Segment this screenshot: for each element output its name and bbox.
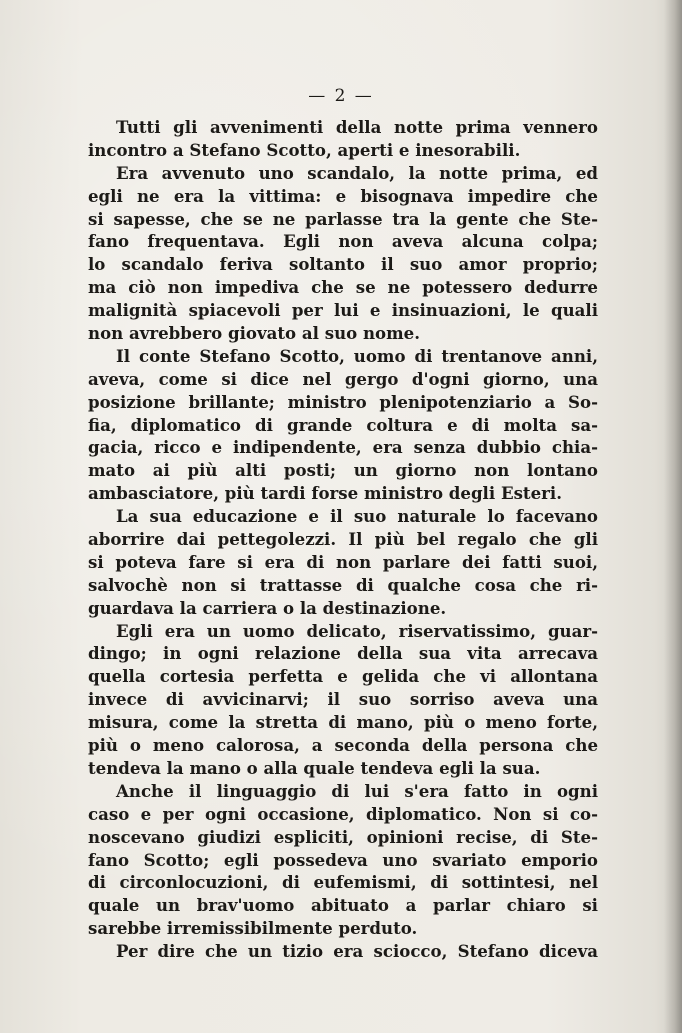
text-line: più o meno calorosa, a seconda della persona che bbox=[88, 735, 598, 756]
text-line: quella cortesia perfetta e gelida che vi allontana bbox=[88, 666, 598, 687]
text-line: ambasciatore, più tardi forse ministro degli Esteri. bbox=[88, 483, 562, 504]
text-line: caso e per ogni occasione, diplomatico. Non si co- bbox=[88, 803, 598, 824]
text-line: noscevano giudizi espliciti, opinioni recise, di Ste- bbox=[88, 826, 598, 847]
page-number: — 2 — bbox=[308, 86, 374, 106]
text-line: egli ne era la vittima: e bisognava impedire che bbox=[88, 185, 598, 206]
text-line: si sapesse, che se ne parlasse tra la gente che Ste- bbox=[88, 208, 598, 229]
text-line: misura, come la stretta di mano, più o meno forte, bbox=[88, 712, 598, 733]
text-line: incontro a Stefano Scotto, aperti e inesorabili. bbox=[88, 139, 521, 160]
text-line: malignità spiacevoli per lui e insinuazioni, le quali bbox=[88, 300, 598, 321]
text-line: quale un brav'uomo abituato a parlar chiaro si bbox=[88, 895, 598, 916]
text-line: sarebbe irremissibilmente perduto. bbox=[88, 918, 418, 939]
text-line: posizione brillante; ministro plenipotenziario a So- bbox=[88, 391, 598, 412]
text-line: gacia, ricco e indipendente, era senza dubbio chia- bbox=[88, 437, 598, 458]
text-line: fia, diplomatico di grande coltura e di molta sa- bbox=[88, 414, 598, 435]
text-line: si poteva fare si era di non parlare dei fatti suoi, bbox=[88, 551, 598, 572]
text-line: guardava la carriera o la destinazione. bbox=[88, 597, 447, 618]
body-text bbox=[88, 116, 598, 963]
text-line: Per dire che un tizio era sciocco, Stefano diceva bbox=[116, 941, 598, 962]
page-edge-shadow bbox=[664, 0, 682, 1033]
text-line: mato ai più alti posti; un giorno non lontano bbox=[88, 460, 598, 481]
text-line: Anche il linguaggio di lui s'era fatto in ogni bbox=[116, 780, 598, 801]
text-line: aveva, come si dice nel gergo d'ogni giorno, una bbox=[88, 368, 598, 389]
text-line: dingo; in ogni relazione della sua vita arrecava bbox=[88, 643, 598, 664]
text-line: non avrebbero giovato al suo nome. bbox=[88, 323, 421, 344]
text-line: Era avvenuto uno scandalo, la notte prima, ed bbox=[116, 162, 598, 183]
text-line: lo scandalo feriva soltanto il suo amor proprio; bbox=[88, 254, 598, 275]
text-line: ma ciò non impediva che se ne potessero dedurre bbox=[88, 277, 598, 298]
text-line: Il conte Stefano Scotto, uomo di trentanove anni, bbox=[116, 345, 598, 366]
text-line: invece di avvicinarvi; il suo sorriso aveva una bbox=[88, 689, 598, 710]
text-line: salvochè non si trattasse di qualche cosa che ri- bbox=[88, 574, 598, 595]
text-line: aborrire dai pettegolezzi. Il più bel regalo che gli bbox=[88, 529, 598, 550]
text-line: Egli era un uomo delicato, riservatissimo, guar- bbox=[116, 620, 598, 641]
text-line: di circonlocuzioni, di eufemismi, di sottintesi, nel bbox=[88, 872, 598, 893]
text-line: La sua educazione e il suo naturale lo facevano bbox=[116, 506, 598, 527]
text-line: fano frequentava. Egli non aveva alcuna colpa; bbox=[88, 231, 598, 252]
text-line: Tutti gli avvenimenti della notte prima vennero bbox=[116, 117, 598, 137]
text-line: tendeva la mano o alla quale tendeva egli la sua. bbox=[88, 757, 541, 778]
text-line: fano Scotto; egli possedeva uno svariato emporio bbox=[88, 849, 598, 870]
